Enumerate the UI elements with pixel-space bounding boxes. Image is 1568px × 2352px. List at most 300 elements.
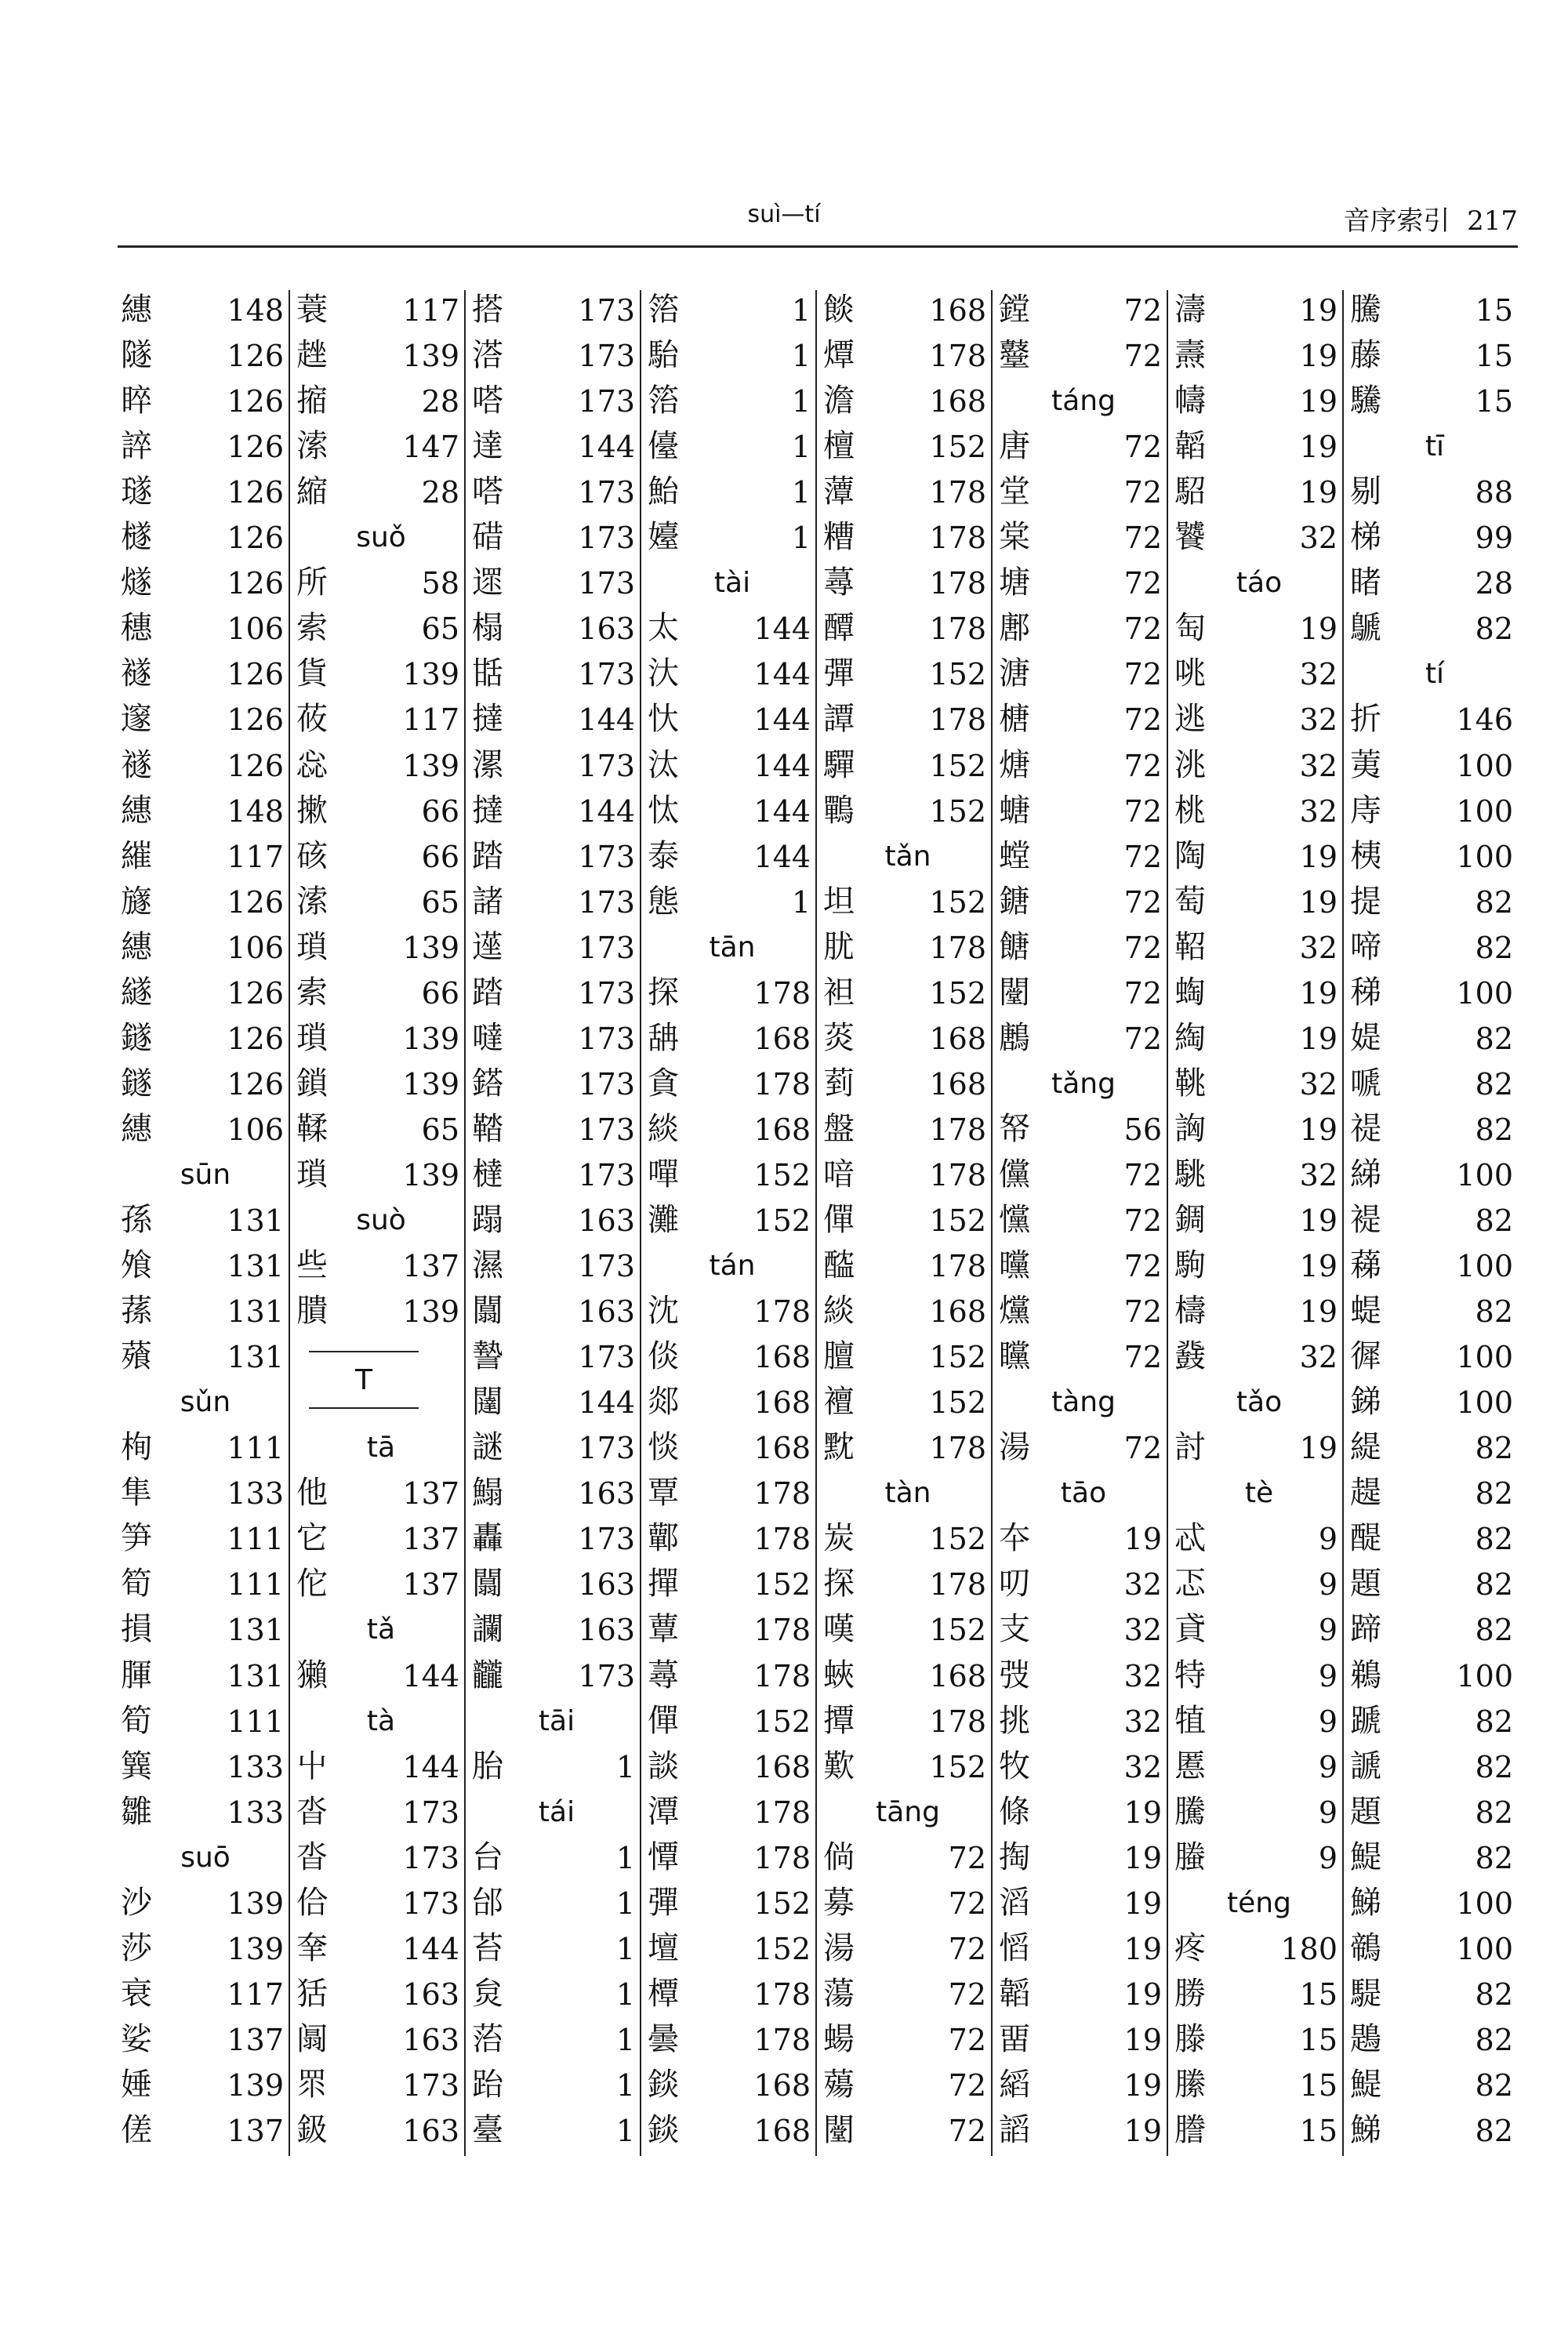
index-entry xyxy=(118,1425,293,1470)
entry-character: 台 xyxy=(472,1839,503,1875)
entry-page-ref: 126 xyxy=(227,430,284,464)
index-entry xyxy=(820,1197,996,1243)
entry-character: 徲 xyxy=(1350,1338,1381,1374)
entry-character: 駣 xyxy=(1174,1156,1206,1192)
index-entry xyxy=(118,605,293,651)
entry-page-ref: 19 xyxy=(1299,293,1338,328)
entry-page-ref: 139 xyxy=(402,931,459,965)
pinyin-heading: suò xyxy=(356,1204,406,1236)
index-entry xyxy=(820,651,996,696)
entry-character: 韜 xyxy=(999,1976,1030,2012)
index-entry xyxy=(469,742,644,788)
index-entry xyxy=(644,970,820,1015)
pinyin-heading: tí xyxy=(1425,658,1445,690)
index-entry xyxy=(996,605,1171,651)
index-entry xyxy=(644,1470,820,1515)
index-entry xyxy=(1171,970,1347,1015)
entry-character: 僤 xyxy=(648,1703,679,1739)
entry-page-ref: 32 xyxy=(1299,521,1338,555)
entry-page-ref: 15 xyxy=(1475,339,1513,373)
entry-page-ref: 152 xyxy=(753,1704,811,1739)
entry-character: 蕩 xyxy=(823,1976,855,2012)
entry-character: 剔 xyxy=(1350,474,1381,510)
entry-character: 濕 xyxy=(472,1247,503,1283)
index-entry xyxy=(1171,1288,1347,1334)
entry-page-ref: 152 xyxy=(753,1203,811,1238)
entry-character: 笋 xyxy=(121,1520,152,1556)
index-entry xyxy=(1171,287,1347,332)
entry-character: 鞜 xyxy=(472,1111,503,1147)
entry-character: 佮 xyxy=(296,1885,328,1921)
entry-page-ref: 144 xyxy=(753,702,811,737)
index-entry xyxy=(996,788,1171,833)
index-entry xyxy=(996,1152,1171,1197)
entry-character: 簨 xyxy=(121,1748,152,1784)
entry-page-ref: 19 xyxy=(1123,1841,1162,1875)
index-entry xyxy=(820,560,996,605)
entry-character: 腪 xyxy=(121,1657,152,1693)
entry-page-ref: 1 xyxy=(615,1750,635,1784)
entry-character: 彈 xyxy=(823,655,855,691)
entry-page-ref: 72 xyxy=(1123,521,1162,555)
index-entry xyxy=(644,1106,820,1152)
entry-character: 趧 xyxy=(1350,1475,1381,1511)
index-entry xyxy=(996,1106,1171,1152)
entry-character: 沙 xyxy=(121,1885,152,1921)
entry-character: 鮷 xyxy=(1350,2112,1381,2148)
entry-page-ref: 139 xyxy=(402,1294,459,1329)
entry-character: 邃 xyxy=(121,701,152,737)
entry-character: 汰 xyxy=(648,747,679,783)
entry-character: 縢 xyxy=(1174,2067,1206,2103)
entry-page-ref: 173 xyxy=(578,566,635,601)
entry-character: 謄 xyxy=(1174,2112,1206,2148)
entry-page-ref: 173 xyxy=(578,657,635,691)
entry-page-ref: 1 xyxy=(791,475,811,510)
index-entry xyxy=(469,1880,644,1926)
index-entry xyxy=(820,1379,996,1425)
entry-character: 繐 xyxy=(121,929,152,965)
entry-page-ref: 144 xyxy=(753,840,811,874)
entry-character: 嗁 xyxy=(1350,1065,1381,1102)
index-entry xyxy=(820,1425,996,1470)
entry-page-ref: 178 xyxy=(753,2023,811,2057)
entry-character: 汏 xyxy=(648,655,679,691)
entry-page-ref: 106 xyxy=(227,1112,284,1147)
entry-character: 橝 xyxy=(648,1976,679,2012)
index-entry xyxy=(469,2016,644,2062)
index-entry xyxy=(118,1744,293,1789)
entry-page-ref: 168 xyxy=(929,384,986,419)
entry-character: 孫 xyxy=(121,1202,152,1238)
index-entry xyxy=(1347,560,1523,605)
index-entry xyxy=(644,1653,820,1698)
entry-page-ref: 19 xyxy=(1123,2023,1162,2057)
entry-page-ref: 19 xyxy=(1299,1112,1338,1147)
entry-page-ref: 152 xyxy=(929,976,986,1011)
entry-character: 挑 xyxy=(999,1703,1030,1739)
entry-character: 惔 xyxy=(648,1429,679,1465)
index-entry xyxy=(118,1698,293,1744)
entry-page-ref: 19 xyxy=(1299,1022,1338,1056)
entry-character: 傞 xyxy=(121,2112,152,2148)
entry-page-ref: 173 xyxy=(578,1522,635,1556)
index-entry xyxy=(1171,1243,1347,1288)
entry-page-ref: 163 xyxy=(402,1977,459,2012)
entry-character: 榻 xyxy=(472,610,503,646)
entry-character: 駘 xyxy=(648,337,679,373)
entry-page-ref: 133 xyxy=(227,1476,284,1511)
index-entry xyxy=(118,1515,293,1561)
pinyin-heading: tǎn xyxy=(884,840,931,873)
index-entry xyxy=(996,1926,1171,1971)
index-entry xyxy=(820,1515,996,1561)
entry-page-ref: 178 xyxy=(929,1431,986,1465)
entry-character: 錭 xyxy=(1174,1202,1206,1238)
entry-character: 鮷 xyxy=(1350,1885,1381,1921)
index-entry xyxy=(1347,1288,1523,1334)
pinyin-heading: tǎ xyxy=(366,1613,396,1646)
index-entry xyxy=(118,1334,293,1379)
index-entry xyxy=(820,1561,996,1606)
entry-page-ref: 100 xyxy=(1456,1385,1513,1420)
entry-page-ref: 19 xyxy=(1299,976,1338,1011)
entry-page-ref: 178 xyxy=(753,1977,811,2012)
pinyin-heading: tǎng xyxy=(1051,1068,1116,1100)
entry-character: 堂 xyxy=(999,474,1030,510)
index-entry xyxy=(118,1606,293,1652)
entry-character: 闒 xyxy=(472,1566,503,1602)
entry-character: 鶗 xyxy=(1350,2021,1381,2057)
entry-page-ref: 173 xyxy=(578,521,635,555)
index-entry xyxy=(469,469,644,514)
entry-character: 撻 xyxy=(472,793,503,829)
index-entry xyxy=(469,378,644,423)
entry-page-ref: 178 xyxy=(753,1476,811,1511)
entry-character: 螳 xyxy=(999,838,1030,874)
index-entry xyxy=(469,696,644,742)
entry-page-ref: 139 xyxy=(402,339,459,373)
entry-character: 沓 xyxy=(296,1794,328,1830)
entry-page-ref: 152 xyxy=(929,1203,986,1238)
entry-character: 貪 xyxy=(648,1065,679,1102)
index-entry xyxy=(1347,1880,1523,1926)
entry-page-ref: 168 xyxy=(753,1750,811,1784)
index-entry xyxy=(118,1653,293,1698)
entry-character: 撢 xyxy=(823,1703,855,1739)
entry-character: 鐩 xyxy=(121,1020,152,1056)
entry-character: 羍 xyxy=(296,1930,328,1966)
index-entry xyxy=(469,1971,644,2016)
entry-character: 隼 xyxy=(121,1475,152,1511)
entry-page-ref: 126 xyxy=(227,339,284,373)
entry-character: 太 xyxy=(648,610,679,646)
header-rule xyxy=(118,245,1518,248)
entry-page-ref: 168 xyxy=(753,1385,811,1420)
entry-character: 達 xyxy=(472,428,503,464)
entry-page-ref: 100 xyxy=(1456,1659,1513,1693)
entry-page-ref: 144 xyxy=(578,794,635,829)
index-entry xyxy=(820,287,996,332)
pinyin-heading: tàng xyxy=(1051,1386,1116,1418)
entry-page-ref: 173 xyxy=(578,339,635,373)
index-entry xyxy=(644,2016,820,2062)
entry-page-ref: 19 xyxy=(1123,1522,1162,1556)
index-entry xyxy=(996,423,1171,469)
index-entry xyxy=(469,2062,644,2107)
entry-character: 溹 xyxy=(296,428,328,464)
index-entry xyxy=(644,788,820,833)
index-entry xyxy=(1171,1561,1347,1606)
index-entry xyxy=(118,1197,293,1243)
entry-page-ref: 72 xyxy=(1123,566,1162,601)
index-entry xyxy=(1347,924,1523,970)
entry-page-ref: 9 xyxy=(1318,1795,1338,1830)
entry-character: 筍 xyxy=(121,1566,152,1602)
entry-page-ref: 72 xyxy=(1123,1158,1162,1192)
entry-page-ref: 72 xyxy=(1123,931,1162,965)
entry-page-ref: 100 xyxy=(1456,1249,1513,1283)
entry-page-ref: 139 xyxy=(227,1932,284,1966)
index-entry xyxy=(644,378,820,423)
index-entry xyxy=(644,833,820,879)
entry-character: 睹 xyxy=(1350,564,1381,601)
pinyin-heading: téng xyxy=(1227,1887,1291,1919)
entry-page-ref: 15 xyxy=(1475,384,1513,419)
entry-page-ref: 152 xyxy=(929,1750,986,1784)
entry-page-ref: 117 xyxy=(227,1977,284,2012)
entry-character: 踏 xyxy=(472,975,503,1011)
entry-character: 阘 xyxy=(296,2021,328,2057)
entry-page-ref: 82 xyxy=(1475,612,1513,646)
entry-page-ref: 173 xyxy=(578,976,635,1011)
entry-page-ref: 178 xyxy=(753,1795,811,1830)
index-entry xyxy=(644,1061,820,1106)
entry-page-ref: 1 xyxy=(791,384,811,419)
entry-character: 繐 xyxy=(121,793,152,829)
entry-page-ref: 137 xyxy=(227,2114,284,2148)
entry-character: 榶 xyxy=(999,701,1030,737)
index-entry xyxy=(1347,2062,1523,2107)
index-entry xyxy=(1171,378,1347,423)
entry-character: 沓 xyxy=(296,1839,328,1875)
entry-character: 掏 xyxy=(999,1839,1030,1875)
index-entry xyxy=(644,1288,820,1334)
entry-character: 詾 xyxy=(1174,1111,1206,1147)
index-entry xyxy=(118,651,293,696)
entry-page-ref: 19 xyxy=(1299,1431,1338,1465)
entry-character: 蕈 xyxy=(648,1611,679,1647)
index-entry xyxy=(820,1653,996,1698)
entry-character: 犆 xyxy=(1174,1703,1206,1739)
index-entry xyxy=(820,1015,996,1061)
entry-page-ref: 126 xyxy=(227,521,284,555)
entry-character: 闛 xyxy=(999,975,1030,1011)
index-entry xyxy=(820,2107,996,2153)
index-entry xyxy=(293,1515,469,1561)
index-entry xyxy=(996,1971,1171,2016)
index-entry xyxy=(1347,970,1523,1015)
entry-character: 幬 xyxy=(1174,383,1206,419)
pinyin-heading: tā xyxy=(366,1432,396,1464)
index-entry xyxy=(293,833,469,879)
entry-character: 戃 xyxy=(999,1202,1030,1238)
entry-page-ref: 178 xyxy=(929,521,986,555)
entry-page-ref: 163 xyxy=(402,2114,459,2148)
index-entry xyxy=(118,696,293,742)
entry-character: 索 xyxy=(296,975,328,1011)
entry-page-ref: 144 xyxy=(402,1659,459,1693)
index-entry xyxy=(1171,651,1347,696)
entry-page-ref: 139 xyxy=(402,1022,459,1056)
entry-page-ref: 144 xyxy=(578,702,635,737)
entry-character: 鎕 xyxy=(999,884,1030,920)
pinyin-heading: tāi xyxy=(538,1705,575,1737)
entry-page-ref: 19 xyxy=(1299,430,1338,464)
index-entry xyxy=(293,1971,469,2016)
entry-character: 鄿 xyxy=(648,1520,679,1556)
entry-character: 璲 xyxy=(121,474,152,510)
index-entry xyxy=(644,2062,820,2107)
index-entry xyxy=(820,1334,996,1379)
entry-character: 忒 xyxy=(1174,1520,1206,1556)
section-letter: T xyxy=(355,1364,372,1396)
entry-page-ref: 9 xyxy=(1318,1522,1338,1556)
index-entry xyxy=(1171,1515,1347,1561)
index-entry xyxy=(996,2062,1171,2107)
entry-page-ref: 152 xyxy=(929,657,986,691)
entry-page-ref: 82 xyxy=(1475,1067,1513,1102)
index-entry xyxy=(820,605,996,651)
entry-page-ref: 19 xyxy=(1123,1886,1162,1921)
index-entry xyxy=(1171,1835,1347,1880)
entry-character: 闒 xyxy=(472,1293,503,1329)
index-entry xyxy=(820,1926,996,1971)
entry-character: 飧 xyxy=(121,1247,152,1283)
entry-character: 桋 xyxy=(1350,838,1381,874)
entry-character: 損 xyxy=(121,1611,152,1647)
entry-page-ref: 82 xyxy=(1475,1112,1513,1147)
entry-character: 鏜 xyxy=(999,292,1030,328)
entry-page-ref: 163 xyxy=(578,1203,635,1238)
index-entry xyxy=(996,1880,1171,1926)
entry-character: 栒 xyxy=(121,1429,152,1465)
entry-character: 菭 xyxy=(472,2021,503,2057)
index-entry xyxy=(644,1698,820,1744)
index-entry xyxy=(293,1835,469,1880)
entry-page-ref: 32 xyxy=(1299,657,1338,691)
entry-page-ref: 1 xyxy=(615,2068,635,2103)
index-entry xyxy=(820,2062,996,2107)
entry-character: 憛 xyxy=(648,1839,679,1875)
entry-character: 叨 xyxy=(999,1566,1030,1602)
entry-page-ref: 168 xyxy=(753,2114,811,2148)
entry-page-ref: 144 xyxy=(753,612,811,646)
entry-page-ref: 82 xyxy=(1475,1704,1513,1739)
entry-character: 蝭 xyxy=(1350,1293,1381,1329)
index-entry xyxy=(293,423,469,469)
index-entry xyxy=(1347,1835,1523,1880)
entry-character: 滔 xyxy=(999,1885,1030,1921)
entry-page-ref: 111 xyxy=(227,1567,284,1602)
index-entry xyxy=(118,1880,293,1926)
pinyin-heading: tǎo xyxy=(1236,1386,1283,1418)
index-entry xyxy=(1171,1744,1347,1789)
entry-character: 膻 xyxy=(823,1338,855,1374)
index-entry xyxy=(1171,1926,1347,1971)
entry-character: 撣 xyxy=(648,1566,679,1602)
pinyin-heading: tài xyxy=(713,567,751,599)
index-entry xyxy=(293,1926,469,1971)
entry-page-ref: 126 xyxy=(227,566,284,601)
entry-page-ref: 32 xyxy=(1299,1158,1338,1192)
entry-page-ref: 1 xyxy=(791,521,811,555)
entry-character: 鞀 xyxy=(1174,929,1206,965)
entry-page-ref: 28 xyxy=(421,475,459,510)
entry-page-ref: 1 xyxy=(615,2023,635,2057)
entry-page-ref: 152 xyxy=(753,1567,811,1602)
pinyin-heading: tà xyxy=(366,1705,396,1737)
index-entry xyxy=(644,879,820,924)
entry-page-ref: 137 xyxy=(402,1522,459,1556)
entry-character: 駒 xyxy=(1174,1247,1206,1283)
index-entry xyxy=(293,788,469,833)
entry-page-ref: 82 xyxy=(1475,1522,1513,1556)
entry-character: 諸 xyxy=(472,884,503,920)
index-entry xyxy=(293,1789,469,1835)
entry-character: 啼 xyxy=(1350,929,1381,965)
index-entry xyxy=(1171,742,1347,788)
entry-page-ref: 173 xyxy=(578,475,635,510)
entry-page-ref: 9 xyxy=(1318,1750,1338,1784)
entry-page-ref: 1 xyxy=(791,885,811,920)
entry-page-ref: 100 xyxy=(1456,1886,1513,1921)
entry-character: 討 xyxy=(1174,1429,1206,1465)
index-entry xyxy=(1171,1152,1347,1197)
index-entry xyxy=(1171,1425,1347,1470)
entry-page-ref: 137 xyxy=(402,1476,459,1511)
index-entry xyxy=(118,1061,293,1106)
entry-character: 謎 xyxy=(472,1429,503,1465)
index-entry xyxy=(293,2016,469,2062)
entry-page-ref: 137 xyxy=(227,2023,284,2057)
index-entry xyxy=(469,1470,644,1515)
entry-character: 些 xyxy=(296,1247,328,1283)
entry-character: 疼 xyxy=(1174,1930,1206,1966)
index-entry xyxy=(644,1152,820,1197)
index-entry xyxy=(1347,1698,1523,1744)
entry-page-ref: 100 xyxy=(1456,1932,1513,1966)
index-entry xyxy=(293,287,469,332)
entry-page-ref: 19 xyxy=(1123,2068,1162,2103)
entry-page-ref: 82 xyxy=(1475,1841,1513,1875)
entry-page-ref: 137 xyxy=(402,1567,459,1602)
index-entry xyxy=(1171,1015,1347,1061)
entry-character: 蝪 xyxy=(823,2021,855,2057)
entry-page-ref: 178 xyxy=(753,976,811,1011)
entry-character: 穗 xyxy=(121,610,152,646)
entry-page-ref: 106 xyxy=(227,931,284,965)
index-entry xyxy=(1171,1653,1347,1698)
index-entry xyxy=(996,2016,1171,2062)
entry-page-ref: 111 xyxy=(227,1522,284,1556)
index-entry xyxy=(820,1152,996,1197)
pinyin-heading: tè xyxy=(1244,1477,1274,1509)
entry-page-ref: 178 xyxy=(753,1659,811,1693)
entry-page-ref: 152 xyxy=(753,1158,811,1192)
entry-character: 屮 xyxy=(296,1748,328,1784)
index-entry xyxy=(118,332,293,378)
